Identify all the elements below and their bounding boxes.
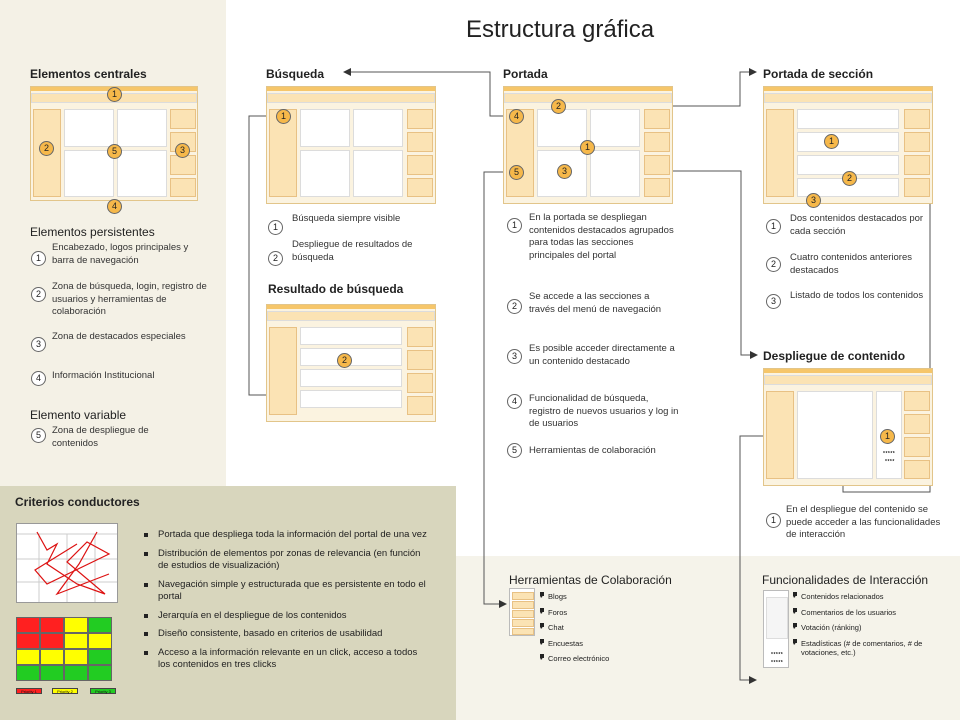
criteria-item: Acceso a la información relevante en un click, acceso a todos los contenidos en tres clicks bbox=[142, 647, 432, 672]
persistent-num: 4 bbox=[31, 371, 46, 386]
home-marker-4: 4 bbox=[509, 109, 524, 124]
section-marker-1: 1 bbox=[824, 134, 839, 149]
home-text: Herramientas de colaboración bbox=[529, 445, 656, 456]
section-text: Dos contenidos destacados por cada sección bbox=[790, 213, 924, 237]
collab-tool-item: • Chat bbox=[540, 623, 660, 633]
section-text: Cuatro contenidos anteriores destacados bbox=[790, 252, 912, 276]
central-elements-title: Elementos centrales bbox=[30, 67, 147, 81]
home-num: 3 bbox=[507, 349, 522, 364]
criteria-title: Criterios conductores bbox=[15, 495, 140, 509]
criteria-item: Diseño consistente, basado en criterios de usabilidad bbox=[142, 628, 432, 641]
home-marker-2: 2 bbox=[551, 99, 566, 114]
home-marker-1: 1 bbox=[580, 140, 595, 155]
criteria-item: Distribución de elementos por zonas de relevancia (en función de estudios de visualización) bbox=[142, 548, 432, 573]
result-marker: 2 bbox=[337, 353, 352, 368]
collab-tool-item: • Correo electrónico bbox=[540, 654, 660, 664]
interaction-item: • Votación (ránking) bbox=[793, 623, 943, 633]
home-text: Es posible acceder directamente a un contenido destacado bbox=[529, 343, 675, 367]
collab-tool-item: • Blogs bbox=[540, 592, 660, 602]
interaction-item: • Estadísticas (# de comentarios, # de votaciones, etc.) bbox=[793, 639, 943, 658]
section-text: Listado de todos los contenidos bbox=[790, 290, 924, 301]
collab-tool-item: • Encuestas bbox=[540, 639, 660, 649]
criteria-item: Jerarquía en el despliegue de los contenidos bbox=[142, 610, 432, 623]
variable-element-title: Elemento variable bbox=[30, 408, 127, 422]
section-num: 2 bbox=[766, 257, 781, 272]
interaction-item: • Contenidos relacionados bbox=[793, 592, 943, 602]
marker-3: 3 bbox=[175, 143, 190, 158]
home-marker-5: 5 bbox=[509, 165, 524, 180]
interaction-title: Funcionalidades de Interacción bbox=[762, 573, 929, 587]
home-num: 5 bbox=[507, 443, 522, 458]
interaction-item: • Comentarios de los usuarios bbox=[793, 608, 943, 618]
legend-priority-2: Priority 2 bbox=[52, 688, 78, 694]
search-num: 2 bbox=[268, 251, 283, 266]
navigation-path-sketch bbox=[16, 523, 118, 603]
marker-4: 4 bbox=[107, 199, 122, 214]
section-title: Portada de sección bbox=[763, 67, 874, 81]
collab-tools-list bbox=[540, 592, 660, 670]
collab-tools-title: Herramientas de Colaboración bbox=[509, 573, 672, 587]
home-num: 1 bbox=[507, 218, 522, 233]
section-marker-2: 2 bbox=[842, 171, 857, 186]
persistent-text: Información Institucional bbox=[52, 370, 155, 381]
content-title: Despliegue de contenido bbox=[763, 349, 906, 363]
legend-priority-3: Priority 3 bbox=[90, 688, 116, 694]
home-title: Portada bbox=[503, 67, 548, 81]
home-num: 2 bbox=[507, 299, 522, 314]
home-num: 4 bbox=[507, 394, 522, 409]
search-text: Búsqueda siempre visible bbox=[292, 213, 401, 224]
content-wireframe bbox=[763, 368, 933, 486]
section-wireframe bbox=[763, 86, 933, 204]
criteria-item: Portada que despliega toda la información del portal de una vez bbox=[142, 529, 432, 542]
marker-5: 5 bbox=[107, 144, 122, 159]
home-text: Se accede a las secciones a través del menú de navegación bbox=[529, 291, 662, 315]
persistent-num: 2 bbox=[31, 287, 46, 302]
collab-tool-item: • Foros bbox=[540, 608, 660, 618]
search-text: Despliegue de resultados de búsqueda bbox=[292, 239, 413, 263]
persistent-text: Zona de destacados especiales bbox=[52, 331, 186, 342]
home-marker-3: 3 bbox=[557, 164, 572, 179]
rating-stars: ***** bbox=[883, 451, 896, 457]
persistent-text: Zona de búsqueda, login, registro de usuarios y herramientas de colaboración bbox=[52, 281, 207, 317]
priority-grid bbox=[16, 617, 116, 681]
content-num: 1 bbox=[766, 513, 781, 528]
home-text: Funcionalidad de búsqueda, registro de nuevos usuarios y log in de usuarios bbox=[529, 393, 679, 429]
search-wireframe bbox=[266, 86, 436, 204]
section-num: 1 bbox=[766, 219, 781, 234]
content-marker: 1 bbox=[880, 429, 895, 444]
criteria-list bbox=[142, 529, 432, 678]
persistent-elements-title: Elementos persistentes bbox=[30, 225, 155, 239]
variable-text: Zona de despliegue de contenidos bbox=[52, 425, 149, 449]
interaction-list bbox=[793, 592, 943, 664]
section-marker-3: 3 bbox=[806, 193, 821, 208]
persistent-num: 1 bbox=[31, 251, 46, 266]
collab-tools-thumb bbox=[509, 588, 535, 636]
variable-num: 5 bbox=[31, 428, 46, 443]
rating-stars: **** bbox=[885, 459, 895, 465]
content-text: En el despliegue del contenido se puede acceder a las funcionalidades de interacción bbox=[786, 504, 941, 540]
interaction-stars: ***** bbox=[771, 652, 784, 658]
section-num: 3 bbox=[766, 294, 781, 309]
marker-2: 2 bbox=[39, 141, 54, 156]
page-title: Estructura gráfica bbox=[466, 16, 655, 43]
home-text: En la portada se despliegan contenidos destacados agrupados para todas las secciones principales del portal bbox=[529, 212, 674, 261]
persistent-text: Encabezado, logos principales y barra de navegación bbox=[52, 242, 189, 266]
interaction-stars: ***** bbox=[771, 660, 784, 666]
result-title: Resultado de búsqueda bbox=[268, 282, 404, 296]
search-marker: 1 bbox=[276, 109, 291, 124]
search-num: 1 bbox=[268, 220, 283, 235]
criteria-item: Navegación simple y estructurada que es persistente en todo el portal bbox=[142, 579, 432, 604]
search-title: Búsqueda bbox=[266, 67, 325, 81]
marker-1: 1 bbox=[107, 87, 122, 102]
legend-priority-1: Priority 1 bbox=[16, 688, 42, 694]
persistent-num: 3 bbox=[31, 337, 46, 352]
